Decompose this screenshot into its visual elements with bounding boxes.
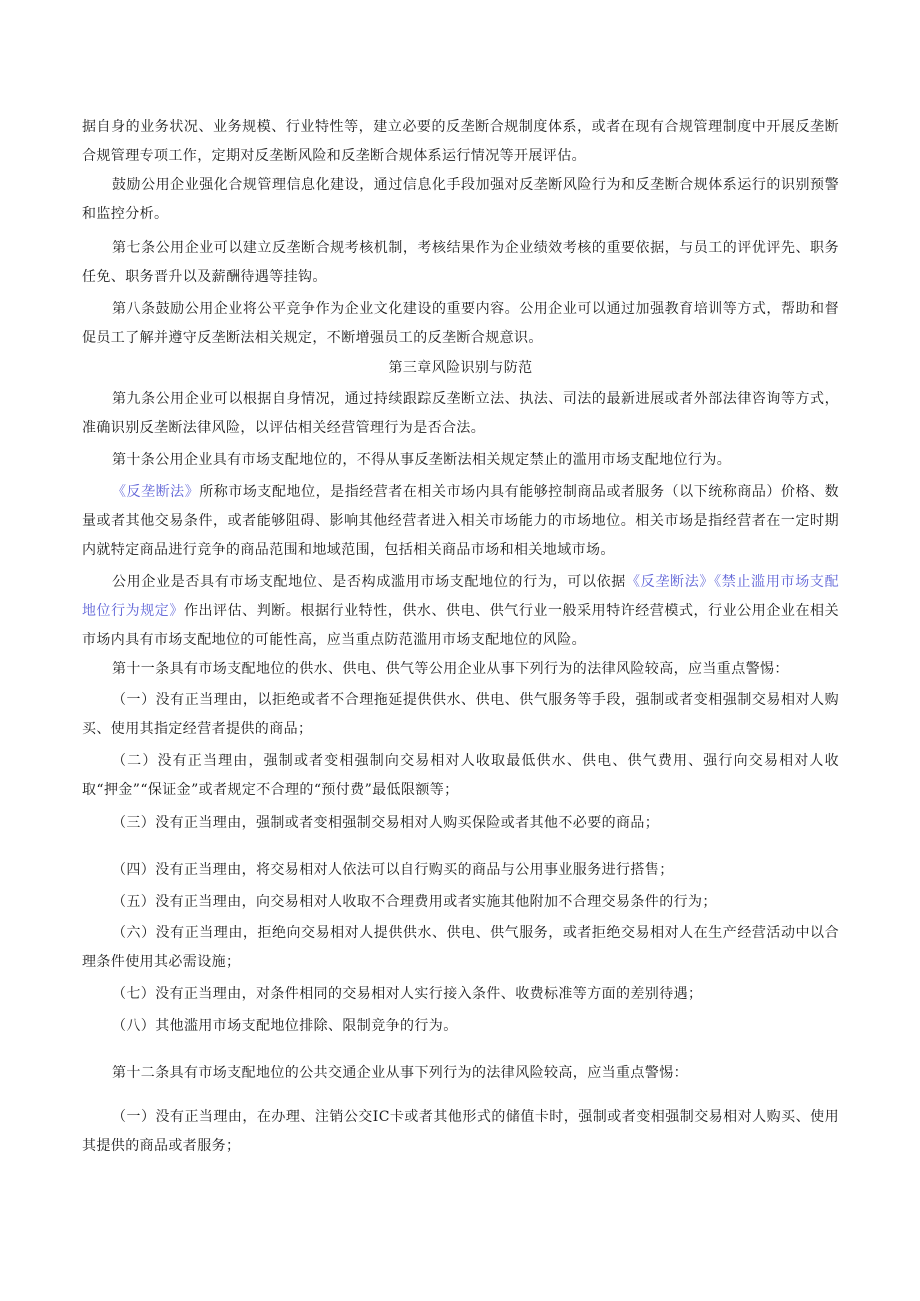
paragraph-informatization: 鼓励公用企业强化合规管理信息化建设，通过信息化手段加强对反垄断风险行为和反垄断合规体系运行的识别预警和监控分析。 (82, 177, 839, 222)
article-11-item-5: （五）没有正当理由，向交易相对人收取不合理费用或者实施其他附加不合理交易条件的行为； (112, 894, 717, 910)
article-11-item-6: （六）没有正当理由，拒绝向交易相对人提供供水、供电、供气服务，或者拒绝交易相对人在生产经营活动中以合理条件使用其必需设施； (82, 925, 839, 970)
paragraph-compliance-system: 据自身的业务状况、业务规模、行业特性等，建立必要的反垄断合规制度体系，或者在现有合规管理制度中开展反垄断合规管理专项工作，定期对反垄断风险和反垄断合规体系运行情况等开展评估。 (82, 119, 839, 164)
article-12-item-1: （一）没有正当理由，在办理、注销公交IC卡或者其他形式的储值卡时，强制或者变相强制交易相对人购买、使用其提供的商品或者服务； (82, 1109, 839, 1154)
assessment-text-a: 公用企业是否具有市场支配地位、是否构成滥用市场支配地位的行为，可以依据 (112, 574, 626, 590)
chapter-3-heading: 第三章风险识别与防范 (388, 360, 533, 376)
article-11: 第十一条具有市场支配地位的供水、供电、供气等公用企业从事下列行为的法律风险较高，应当重点警惕： (112, 661, 789, 677)
paragraph-market-dominance-definition (82, 478, 839, 565)
article-9: 第九条公用企业可以根据自身情况，通过持续跟踪反垄断立法、执法、司法的最新进展或者外部法律咨询等方式，准确识别反垄断法律风险，以评估相关经营管理行为是否合法。 (82, 391, 839, 436)
article-11-item-7: （七）没有正当理由，对条件相同的交易相对人实行接入条件、收费标准等方面的差别待遇； (112, 986, 703, 1002)
paragraph-assessment-basis (82, 568, 839, 655)
regulation-links[interactable]: 《反垄断法》《禁止滥用市场支配地位行为规定》 (82, 574, 839, 619)
assessment-text-b: 作出评估、判断。根据行业特性，供水、供电、供气行业一般采用特许经营模式，行业公用企业在相关市场内具有市场支配地位的可能性高，应当重点防范滥用市场支配地位的风险。 (82, 603, 839, 648)
article-7: 第七条公用企业可以建立反垄断合规考核机制，考核结果作为企业绩效考核的重要依据，与员工的评优评先、职务任免、职务晋升以及薪酬待遇等挂钩。 (82, 240, 839, 285)
definition-text: 所称市场支配地位，是指经营者在相关市场内具有能够控制商品或者服务（以下统称商品）价格、数量或者其他交易条件，或者能够阻碍、影响其他经营者进入相关市场能力的市场地位。相关市场是指经营者在一定时期内就特定商品进行竞争的商品范围和地域范围，包括相关商品市场和相关地域市场。 (82, 484, 839, 558)
article-12: 第十二条具有市场支配地位的公共交通企业从事下列行为的法律风险较高，应当重点警惕： (112, 1065, 688, 1081)
article-11-item-2: （二）没有正当理由，强制或者变相强制向交易相对人收取最低供水、供电、供气费用、强行向交易相对人收取“押金”“保证金”或者规定不合理的“预付费”最低限额等； (82, 753, 839, 798)
antimonopoly-law-link[interactable]: 《反垄断法》 (112, 484, 200, 500)
article-8: 第八条鼓励公用企业将公平竞争作为企业文化建设的重要内容。公用企业可以通过加强教育培训等方式，帮助和督促员工了解并遵守反垄断法相关规定，不断增强员工的反垄断合规意识。 (82, 301, 839, 346)
article-11-item-1: （一）没有正当理由，以拒绝或者不合理拖延提供供水、供电、供气服务等手段，强制或者变相强制交易相对人购买、使用其指定经营者提供的商品； (82, 692, 839, 737)
article-10: 第十条公用企业具有市场支配地位的，不得从事反垄断法相关规定禁止的滥用市场支配地位行为。 (112, 452, 732, 468)
article-11-item-3: （三）没有正当理由，强制或者变相强制交易相对人购买保险或者其他不必要的商品； (112, 815, 660, 831)
article-11-item-8: （八）其他滥用市场支配地位排除、限制竞争的行为。 (112, 1018, 458, 1034)
article-11-item-4: （四）没有正当理由，将交易相对人依法可以自行购买的商品与公用事业服务进行搭售； (112, 862, 674, 878)
